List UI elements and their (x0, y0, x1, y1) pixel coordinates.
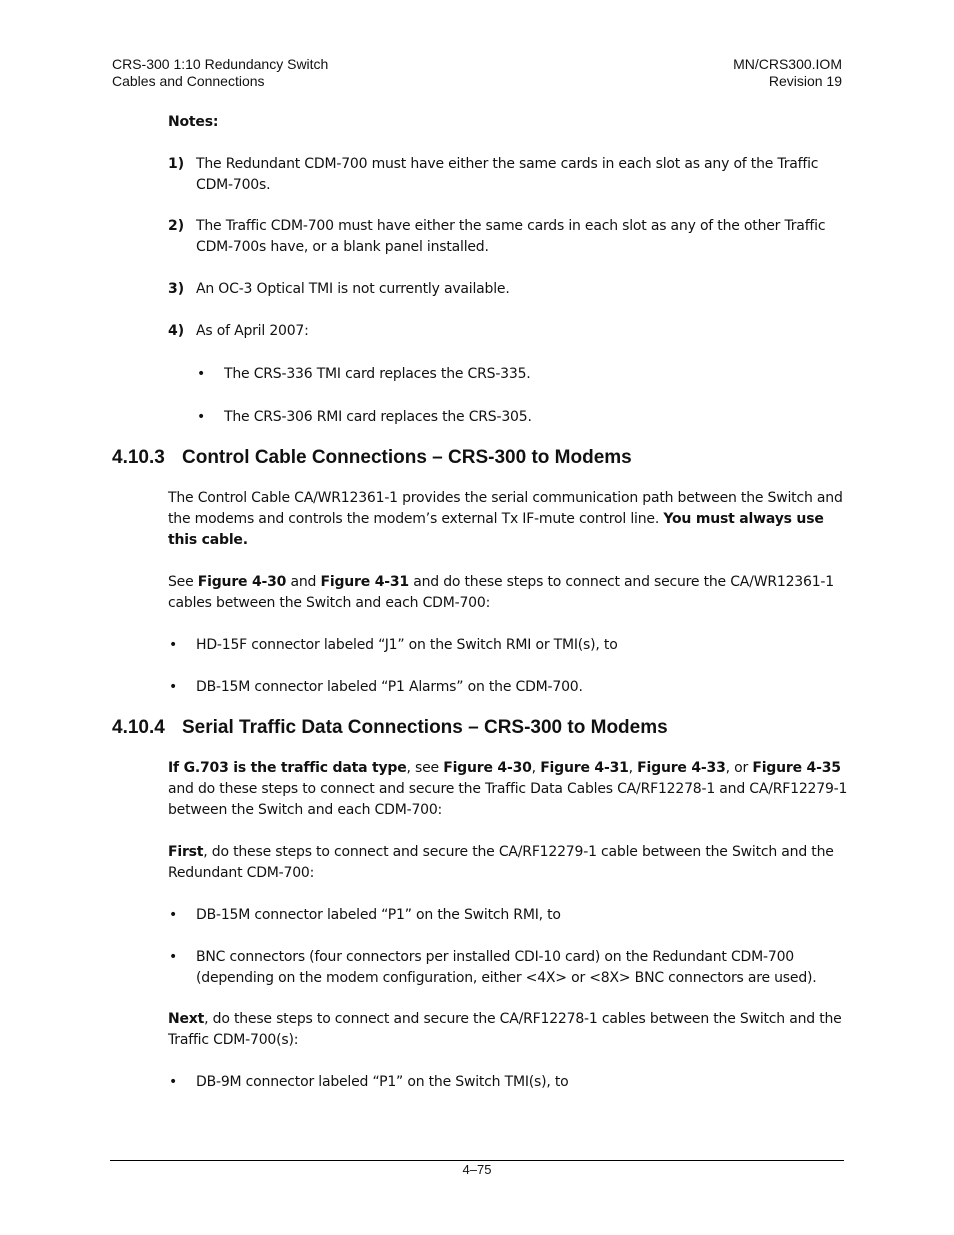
running-header-left (112, 56, 328, 89)
figure-ref: Figure 4-30 (443, 760, 532, 776)
bullet-icon: • (169, 637, 178, 653)
list-item: The CRS-306 RMI card replaces the CRS-305. (224, 409, 532, 425)
figure-ref: Figure 4-30 (197, 574, 287, 590)
bullet-icon: • (169, 679, 178, 695)
note-text: As of April 2007: (196, 323, 309, 339)
section-heading-4-10-4 (112, 716, 668, 740)
paragraph: See Figure 4-30 and Figure 4-31 and do these steps to connect and secure the CA/WR12361-1 cables between the Switch and each CDM-700: (168, 574, 834, 611)
note-number: 1) (168, 156, 185, 172)
revision: Revision 19 (768, 72, 842, 89)
paragraph: First, do these steps to connect and secure the CA/RF12279-1 cable between the Switch and the Redundant CDM-700: (168, 844, 834, 881)
section-number: 4.10.4 (112, 717, 165, 738)
note-number: 2) (168, 218, 185, 234)
figure-ref: Figure 4-33 (637, 760, 726, 776)
notes-title: Notes: (168, 114, 219, 130)
list-item: DB-15M connector labeled “P1 Alarms” on the CDM-700. (196, 679, 583, 695)
list-item: DB-15M connector labeled “P1” on the Switch RMI, to (196, 907, 561, 923)
bullet-icon: • (169, 1074, 178, 1090)
list-item: The CRS-336 TMI card replaces the CRS-335. (224, 366, 531, 382)
note-text: The Redundant CDM-700 must have either the same cards in each slot as any of the Traffic CDM-700s. (196, 156, 819, 193)
note-number: 4) (168, 323, 185, 339)
document-title: CRS-300 1:10 Redundancy Switch (112, 56, 329, 72)
footer-divider (110, 1160, 844, 1161)
chapter-title: Cables and Connections (112, 72, 265, 89)
note-text: The Traffic CDM-700 must have either the same cards in each slot as any of the other Traffic CDM-700s have, or a blank panel installed. (196, 218, 826, 255)
bullet-icon: • (197, 366, 206, 382)
list-item: BNC connectors (four connectors per installed CDI-10 card) on the Redundant CDM-700 (depending on the modem configuration, either <4X> or <8X> BNC connectors are used). (196, 949, 817, 986)
paragraph: If G.703 is the traffic data type, see Figure 4-30, Figure 4-31, Figure 4-33, or Figure 4-35 and do these steps to connect and secure the Traffic Data Cables CA/RF12278-1 and CA/RF12279-1 between the Switch and each CDM-700: (168, 760, 848, 818)
document-id: MN/CRS300.IOM (733, 56, 842, 72)
paragraph: Next, do these steps to connect and secure the CA/RF12278-1 cables between the Switch and the Traffic CDM-700(s): (168, 1011, 842, 1048)
note-text: An OC-3 Optical TMI is not currently available. (196, 281, 510, 297)
running-header-right (733, 56, 842, 89)
figure-ref: Figure 4-35 (752, 760, 841, 776)
section-number: 4.10.3 (112, 447, 165, 468)
figure-ref: Figure 4-31 (540, 760, 629, 776)
page-number: 4–75 (462, 1162, 492, 1177)
bullet-icon: • (169, 949, 178, 965)
list-item: DB-9M connector labeled “P1” on the Switch TMI(s), to (196, 1074, 569, 1090)
figure-ref: Figure 4-31 (320, 574, 409, 590)
bullet-icon: • (169, 907, 178, 923)
paragraph: The Control Cable CA/WR12361-1 provides the serial communication path between the Switch and the modems and controls the modem’s external Tx IF-mute control line. You must always use this cable. (168, 490, 843, 548)
bullet-icon: • (197, 409, 206, 425)
section-title: Control Cable Connections – CRS-300 to Modems (182, 447, 632, 468)
section-title: Serial Traffic Data Connections – CRS-300 to Modems (182, 717, 668, 738)
note-number: 3) (168, 281, 185, 297)
section-heading-4-10-3 (112, 446, 632, 470)
list-item: HD-15F connector labeled “J1” on the Switch RMI or TMI(s), to (196, 637, 618, 653)
